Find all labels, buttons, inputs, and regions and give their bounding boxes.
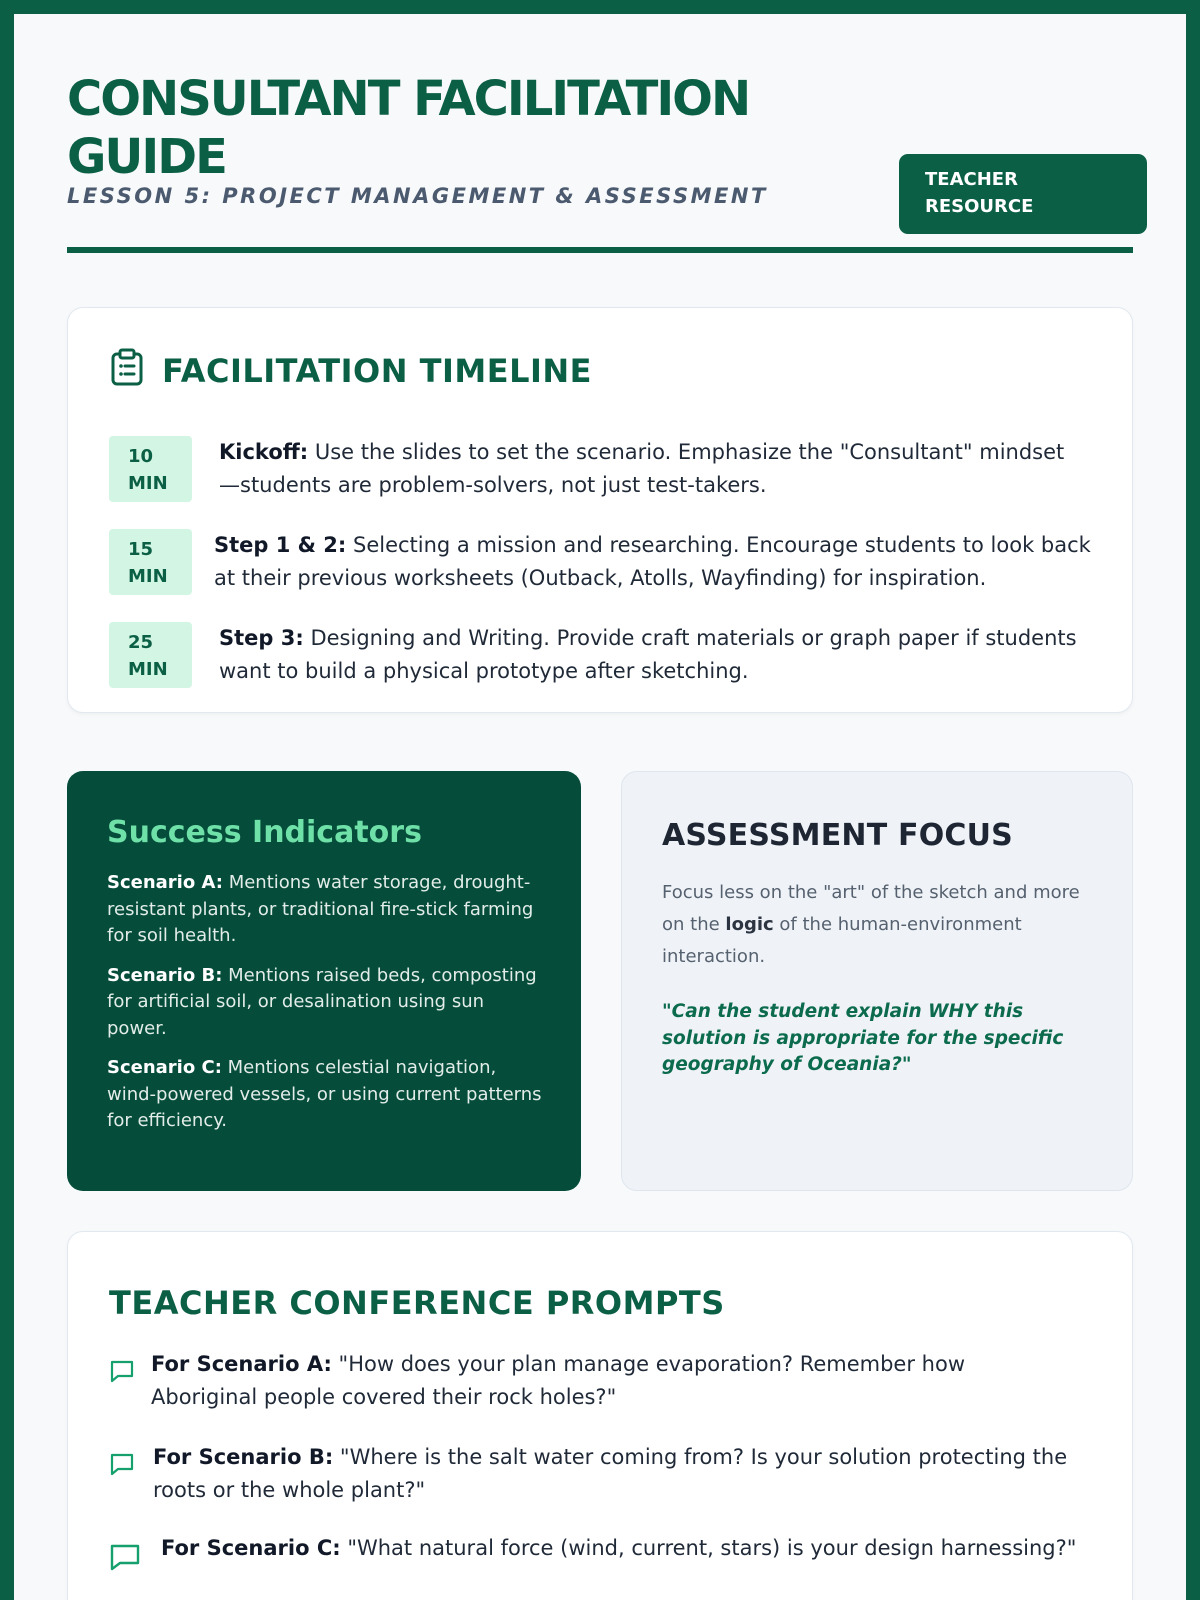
prompt-label: For Scenario B: xyxy=(153,1445,334,1469)
page-subtitle: LESSON 5: PROJECT MANAGEMENT & ASSESSMENT xyxy=(67,184,768,208)
timeline-text xyxy=(219,622,1079,688)
timeline-description: Selecting a mission and researching. Encourage students to look back at their previous worksheets (Outback, Atolls, Wayfinding) for inspiration. xyxy=(214,533,1091,590)
time-badge xyxy=(109,436,192,502)
success-item xyxy=(107,870,543,950)
timeline-item xyxy=(109,529,1114,595)
prompt-text xyxy=(151,1348,1071,1414)
assessment-quote: "Can the student explain WHY this solution is appropriate for the specific geography of Oceania?" xyxy=(662,1001,1064,1075)
timeline-item xyxy=(109,622,1079,688)
assessment-focus-card xyxy=(621,771,1133,1191)
time-unit: MIN xyxy=(128,566,168,587)
assessment-text xyxy=(662,877,1102,973)
prompt-quote: "Where is the salt water coming from? Is your solution protecting the roots or the whole plant?" xyxy=(153,1445,1068,1502)
success-item xyxy=(107,1055,543,1135)
chat-bubble-icon xyxy=(109,1542,141,1576)
time-value: 25 xyxy=(128,632,154,653)
success-item-text: Mentions raised beds, composting for artificial soil, or desalination using sun power. xyxy=(107,964,537,1039)
success-item xyxy=(107,963,543,1043)
timeline-label: Step 3: xyxy=(219,626,304,650)
timeline-heading xyxy=(110,348,592,394)
assessment-text-after: of the human-environment interaction. xyxy=(662,914,1022,967)
time-value: 10 xyxy=(128,446,154,467)
success-item-text: Mentions water storage, drought-resistant plants, or traditional fire-stick farming for soil health. xyxy=(107,872,534,946)
time-unit: MIN xyxy=(128,473,168,494)
header xyxy=(67,70,1147,217)
prompts-card xyxy=(67,1231,1133,1600)
prompt-quote: "What natural force (wind, current, stars) is your design harnessing?" xyxy=(347,1536,1077,1560)
timeline-item xyxy=(109,436,1079,502)
page-title: CONSULTANT FACILITATION GUIDE xyxy=(67,71,750,185)
timeline-heading-text: FACILITATION TIMELINE xyxy=(162,352,592,390)
clipboard-icon xyxy=(110,348,162,394)
success-item-label: Scenario C: xyxy=(107,1057,222,1078)
prompt-item xyxy=(109,1348,1071,1414)
chat-bubble-icon xyxy=(109,1358,135,1414)
timeline-text xyxy=(214,529,1114,595)
prompt-item xyxy=(109,1532,1081,1576)
success-item-text: Mentions celestial navigation, wind-powered vessels, or using current patterns for efficiency. xyxy=(107,1057,542,1131)
time-badge xyxy=(109,529,192,595)
header-divider xyxy=(67,247,1133,253)
time-unit: MIN xyxy=(128,659,168,680)
success-item-label: Scenario B: xyxy=(107,964,223,986)
prompts-heading: TEACHER CONFERENCE PROMPTS xyxy=(109,1284,725,1322)
timeline-label: Step 1 & 2: xyxy=(214,533,347,557)
prompt-label: For Scenario A: xyxy=(151,1352,332,1376)
time-value: 15 xyxy=(128,539,154,560)
prompt-text xyxy=(153,1441,1073,1507)
chat-bubble-icon xyxy=(109,1451,135,1507)
teacher-resource-badge: TEACHER RESOURCE xyxy=(899,154,1147,234)
time-badge xyxy=(109,622,192,688)
prompt-label: For Scenario C: xyxy=(161,1536,341,1560)
timeline-description: Use the slides to set the scenario. Emphasize the "Consultant" mindset—students are problem-solvers, not just test-takers. xyxy=(219,440,1065,497)
timeline-label: Kickoff: xyxy=(219,440,309,464)
assessment-text-before: Focus less on the "art" of the sketch and more on the xyxy=(662,882,1080,935)
assessment-heading: ASSESSMENT FOCUS xyxy=(662,818,1013,853)
timeline-description: Designing and Writing. Provide craft materials or graph paper if students want to build a physical prototype after sketching. xyxy=(219,626,1077,683)
assessment-text-bold: logic xyxy=(725,914,774,935)
page xyxy=(14,14,1186,1600)
timeline-card xyxy=(67,307,1133,713)
success-item-label: Scenario A: xyxy=(107,872,223,893)
prompt-item xyxy=(109,1441,1073,1507)
timeline-text xyxy=(219,436,1079,502)
success-heading: Success Indicators xyxy=(107,815,422,850)
success-indicators-card xyxy=(67,771,581,1191)
prompt-text xyxy=(161,1532,1081,1576)
prompt-quote: "How does your plan manage evaporation? Remember how Aboriginal people covered their rock holes?" xyxy=(151,1352,965,1409)
